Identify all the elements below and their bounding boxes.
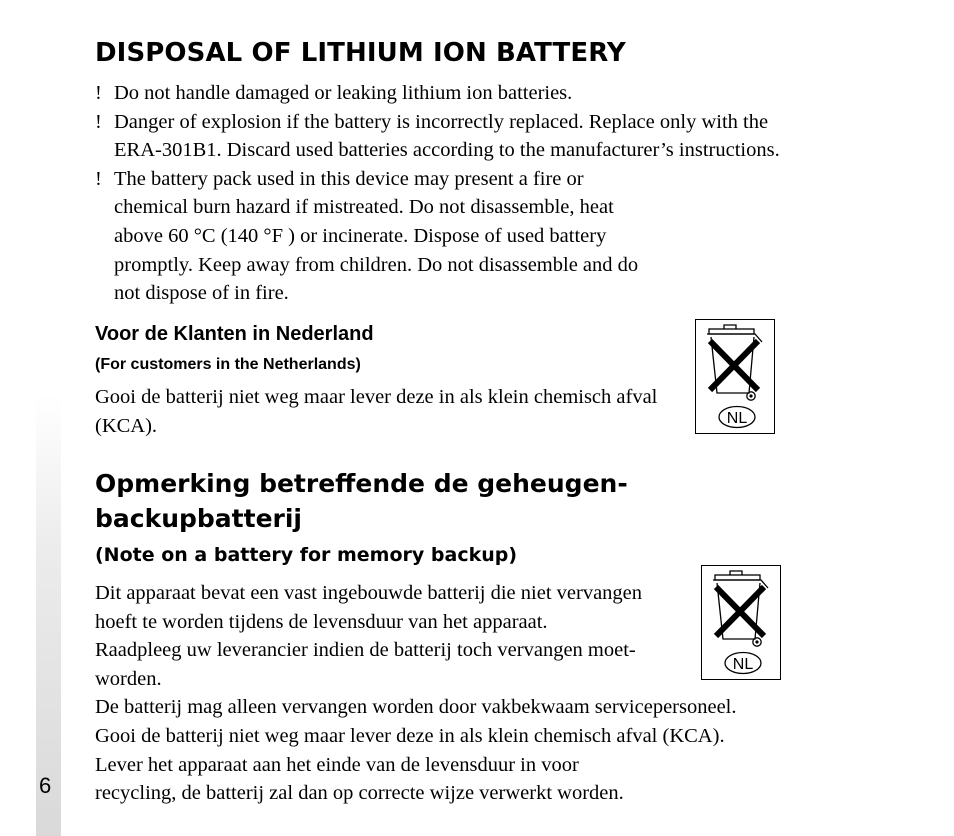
section-title-memory-backup-line2: backupbatterij [95, 504, 302, 533]
memory-backup-text-line: recycling, de batterij zal dan op correcte wijze verwerkt worden. [95, 782, 624, 805]
warning-item [95, 79, 815, 108]
section-title-nl-customers: Voor de Klanten in Nederland [95, 323, 374, 345]
section-title-memory-backup-line1: Opmerking betreffende de geheugen- [95, 469, 628, 498]
kca-recycling-symbol [695, 319, 775, 434]
warning-mark: ! [95, 82, 102, 104]
warning-mark: ! [95, 110, 102, 133]
memory-backup-text-line: worden. [95, 667, 162, 690]
nl-badge-text: NL [732, 656, 754, 673]
section-title-lithium-disposal: DISPOSAL OF LITHIUM ION BATTERY [95, 38, 626, 68]
crossed-out-wheelie-bin-icon [702, 566, 782, 681]
warning-item [95, 108, 815, 165]
memory-backup-text-line: Dit apparaat bevat een vast ingebouwde batterij die niet vervangen [95, 582, 643, 604]
section-subtitle-memory-backup: (Note on a battery for memory backup) [95, 544, 518, 566]
side-tab-strip [36, 395, 61, 836]
memory-backup-text-line: hoeft te worden tijdens de levensduur van het apparaat. [95, 610, 548, 633]
warning-mark: ! [95, 167, 102, 190]
kca-recycling-symbol [701, 565, 781, 680]
nl-badge-text: NL [726, 410, 748, 427]
memory-backup-text-line: Lever het apparaat aan het einde van de levensduur in voor [95, 753, 579, 776]
nl-kca-text: Gooi de batterij niet weg maar lever deze in als klein chemisch afval (KCA). [95, 386, 658, 437]
page-number: 6 [39, 773, 52, 798]
memory-backup-text-line: Raadpleeg uw leverancier indien de batterij toch vervangen moet- [95, 639, 636, 662]
memory-backup-text-line: De batterij mag alleen vervangen worden door vakbekwaam servicepersoneel. [95, 696, 737, 719]
warning-item [95, 165, 815, 308]
crossed-out-wheelie-bin-icon [696, 320, 776, 435]
warning-text: Do not handle damaged or leaking lithium ion batteries. [114, 82, 573, 104]
warning-text: The battery pack used in this device may present a fire or chemical burn hazard if mistreated. Do not disassemble, heat above 60 °C (140 °F ) or incinerate. Dispose of used battery promptly. Keep away from children. Do not disassemble and do not dispose of in fire. [114, 167, 639, 305]
warning-list [95, 79, 815, 308]
section-subtitle-nl-customers: (For customers in the Netherlands) [95, 356, 361, 373]
warning-text: Danger of explosion if the battery is incorrectly replaced. Replace only with the ERA-301B1. Discard used batteries according to the manufacturer’s instructions. [114, 110, 780, 162]
memory-backup-text-line: Gooi de batterij niet weg maar lever deze in als klein chemisch afval (KCA). [95, 725, 725, 747]
